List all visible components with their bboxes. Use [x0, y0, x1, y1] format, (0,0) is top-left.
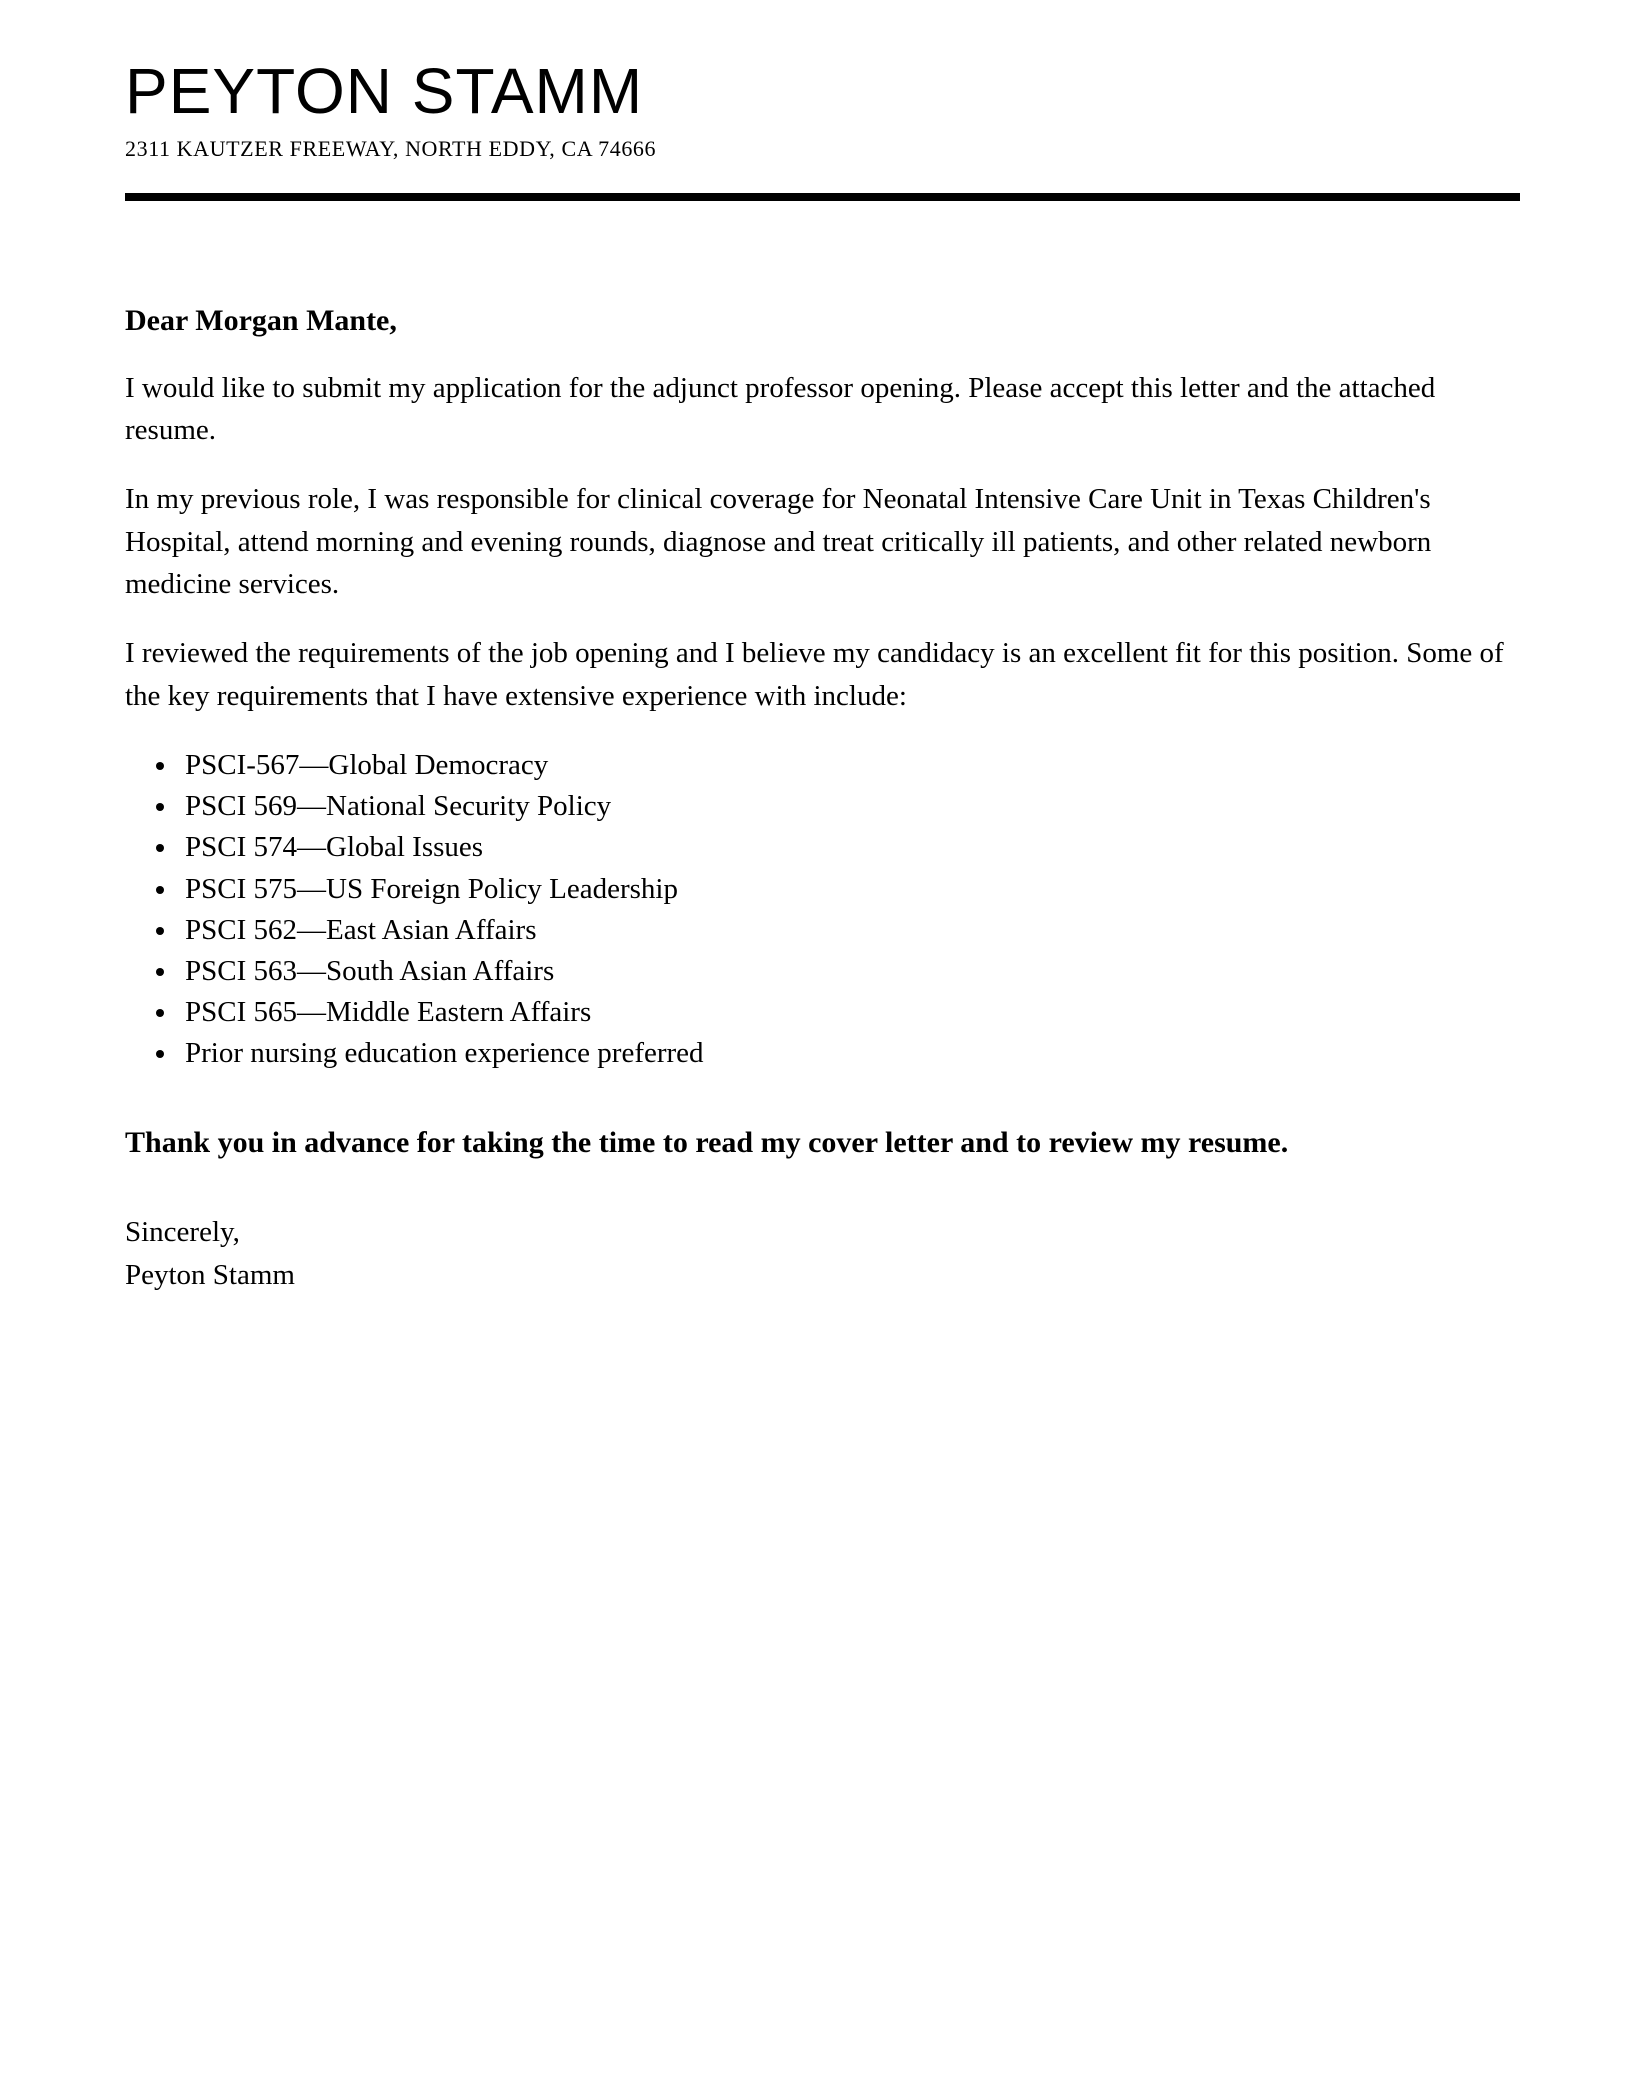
requirement-item: • PSCI 575—US Foreign Policy Leadership: [179, 869, 1520, 910]
applicant-address: 2311 KAUTZER FREEWAY, NORTH EDDY, CA 74666: [125, 136, 657, 162]
greeting: Dear Morgan Mante,: [125, 303, 397, 337]
requirement-item: • Prior nursing education experience preferred: [179, 1033, 1520, 1074]
paragraph-intro: I would like to submit my application for the adjunct professor opening. Please accept this letter and the attached resume.: [125, 371, 1436, 447]
requirements-list: [125, 745, 1520, 1074]
letter-body: [125, 301, 1520, 1296]
requirement-item: • PSCI 569—National Security Policy: [179, 786, 1520, 827]
requirement-item: • PSCI 574—Global Issues: [179, 827, 1520, 868]
paragraph-previous-role: In my previous role, I was responsible for clinical coverage for Neonatal Intensive Care Unit in Texas Children's Hospital, attend morning and evening rounds, diagnose and treat critically ill patients, and other related newborn medicine services.: [125, 483, 1432, 601]
requirement-item: • PSCI 562—East Asian Affairs: [179, 910, 1520, 951]
requirement-item: • PSCI 565—Middle Eastern Affairs: [179, 992, 1520, 1033]
signature-name: Peyton Stamm: [125, 1258, 295, 1291]
signoff: Sincerely,: [125, 1216, 240, 1249]
requirement-item: • PSCI 563—South Asian Affairs: [179, 951, 1520, 992]
paragraph-requirements-lead-in: I reviewed the requirements of the job opening and I believe my candidacy is an excellent fit for this position. Some of the key requirements that I have extensive experience with include:: [125, 637, 1504, 712]
header-divider-rule: [125, 193, 1520, 201]
applicant-name: PEYTON STAMM: [125, 55, 644, 127]
requirement-item: • PSCI-567—Global Democracy: [179, 745, 1520, 786]
closing-thank-you: Thank you in advance for taking the time to read my cover letter and to review my resume.: [125, 1126, 1289, 1160]
letterhead: [125, 56, 1520, 201]
signoff-block: [125, 1211, 1520, 1295]
